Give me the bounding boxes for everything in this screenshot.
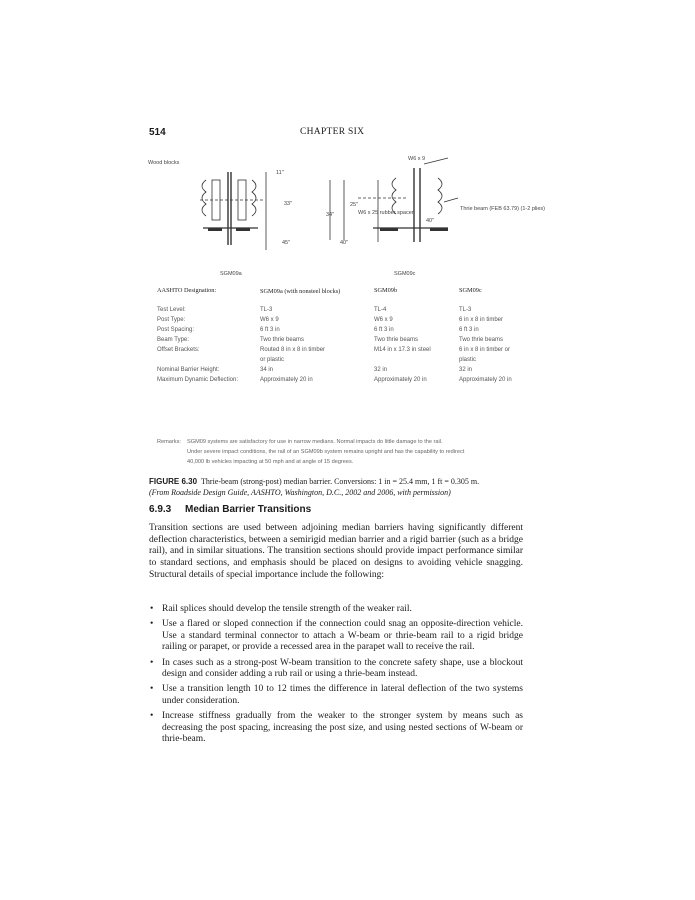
bullet-list	[149, 604, 523, 749]
table-cell: TL-3	[459, 307, 472, 313]
table-cell: M14 in x 17.3 in steel	[374, 347, 431, 353]
table-cell: Two thrie beams	[374, 337, 419, 343]
table-cell: 6 ft 3 in	[374, 327, 394, 333]
table-cell: 34 in	[260, 367, 274, 373]
table-cell: 6 ft 3 in	[459, 327, 479, 333]
barrier-figure	[148, 150, 548, 280]
label-right-caption: SGM09c	[394, 271, 416, 277]
list-item-text: In cases such as a strong-post W-beam transition to the concrete safety shape, use a blockout design and consider adding a rub rail or using a thrie-beam instead.	[162, 657, 523, 680]
label-dim-right-side: 40"	[426, 218, 435, 224]
table-cell: Post Spacing:	[157, 327, 195, 333]
figure-caption	[149, 476, 549, 498]
table-cell: Approximately 20 in	[374, 377, 427, 383]
body-paragraph: Transition sections are used between adjoining median barriers having significantly different deflection characteristics, between a semirigid median barrier and a rigid barrier (such as a bridge rail), and in similar situations. The transition sections should provide impact performance similar to standard sections, and emphasis should be placed on designs to avoiding vehicle snagging. Structural details of special importance include the following:	[149, 523, 523, 580]
label-beam-note: Thrie beam (FEB 63.79) (1-2 plies)	[460, 206, 545, 212]
bullet-icon: •	[150, 711, 154, 722]
right-beam-shape	[392, 178, 442, 214]
label-w6x9: W6 x 9	[408, 156, 426, 162]
table-cell: Approximately 20 in	[459, 377, 512, 383]
label-dim-right-bottom: 40"	[340, 240, 349, 246]
table-cell: 6 in x 8 in timber or	[459, 347, 511, 353]
left-beam-shape	[202, 180, 256, 216]
list-item	[149, 658, 523, 681]
bullet-icon: •	[150, 604, 154, 614]
chapter-title: CHAPTER SIX	[300, 127, 365, 137]
table-cell: 6 ft 3 in	[260, 327, 280, 333]
table-header-cell: AASHTO Designation:	[157, 287, 217, 294]
table-cell: Offset Brackets:	[157, 347, 200, 353]
table-cell: 32 in	[374, 367, 388, 373]
bullet-icon: •	[150, 657, 154, 668]
bullet-icon: •	[150, 684, 154, 695]
label-dim-left-mid: 33"	[284, 201, 293, 207]
page-number: 514	[149, 127, 166, 138]
table-cell: Post Type:	[157, 317, 186, 323]
section-title: Median Barrier Transitions	[185, 504, 312, 515]
figure-label: FIGURE 6.30	[149, 477, 198, 486]
section-heading	[149, 504, 311, 515]
list-item-text: Increase stiffness gradually from the weaker to the stronger system by means such as decreasing the post spacing, increasing the post size, and using nested sections of W-beam or thrie-beam.	[162, 711, 523, 745]
list-item	[149, 684, 523, 707]
label-wood-blocks: Wood blocks	[148, 160, 180, 166]
table-cell: Beam Type:	[157, 337, 189, 343]
table-cell: 6 in x 8 in timber	[459, 317, 504, 323]
table-cell: Maximum Dynamic Deflection:	[157, 377, 239, 383]
figure-caption-text: Thrie-beam (strong-post) median barrier. Conversions: 1 in = 25.4 mm, 1 ft = 0.305 m.	[201, 477, 480, 486]
table-cell: TL-3	[260, 307, 273, 313]
list-item	[149, 711, 523, 745]
bullet-icon: •	[150, 619, 154, 630]
figure-source: (From Roadside Design Guide, AASHTO, Washington, D.C., 2002 and 2006, with permission)	[149, 488, 451, 497]
list-item-text: Rail splices should develop the tensile strength of the weaker rail.	[162, 604, 412, 614]
list-item-text: Use a flared or sloped connection if the connection could snag an opposite-direction vehicle. Use a standard terminal connector to attach a W-beam or thrie-beam rail to a rigid bridge railing or parapet, or provide a recessed area in the parapet wall to receive the rail.	[162, 619, 523, 653]
table-cell: Approximately 20 in	[260, 377, 313, 383]
label-dim-right-mid: 34"	[326, 212, 335, 218]
label-dim-left-bottom: 45"	[282, 240, 291, 246]
table-header-cell: SGM09a (with nonsteel blocks)	[260, 288, 341, 295]
table-cell: Two thrie beams	[459, 337, 504, 343]
remarks-line: SGM09 systems are satisfactory for use in narrow medians. Normal impacts do little damage to the rail.	[187, 439, 443, 445]
label-dim-left-top: 11"	[276, 170, 284, 176]
remarks-line: Under severe impact conditions, the rail of an SGM09b system remains upright and has the capability to redirect	[187, 449, 465, 455]
table-cell: TL-4	[374, 307, 387, 313]
table-cell: or plastic	[260, 357, 285, 363]
label-post-note: W6 x 25 rubber spacer	[358, 210, 414, 216]
table-cell: plastic	[459, 357, 477, 363]
table-header-cell: SGM09c	[459, 287, 482, 294]
table-cell: 32 in	[459, 367, 473, 373]
label-left-caption: SGM09a	[220, 271, 242, 277]
remarks-label: Remarks:	[157, 439, 181, 445]
list-item-text: Use a transition length 10 to 12 times the difference in lateral deflection of the two systems under consideration.	[162, 684, 523, 706]
section-number: 6.9.3	[149, 504, 172, 515]
label-dim-right-top: 25"	[350, 202, 359, 208]
table-remarks	[157, 437, 527, 467]
table-cell: W6 x 9	[374, 317, 393, 323]
table-cell: W6 x 9	[260, 317, 279, 323]
table-cell: Two thrie beams	[260, 337, 305, 343]
table-cell: Nominal Barrier Height:	[157, 367, 220, 373]
list-item	[149, 619, 523, 653]
list-item	[149, 604, 523, 615]
remarks-line: 40,000 lb vehicles impacting at 50 mph and at angle of 15 degrees.	[187, 459, 354, 465]
table-cell: Test Level:	[157, 307, 186, 313]
table-cell: Routed 8 in x 8 in timber	[260, 347, 326, 353]
table-header-cell: SGM09b	[374, 287, 398, 294]
